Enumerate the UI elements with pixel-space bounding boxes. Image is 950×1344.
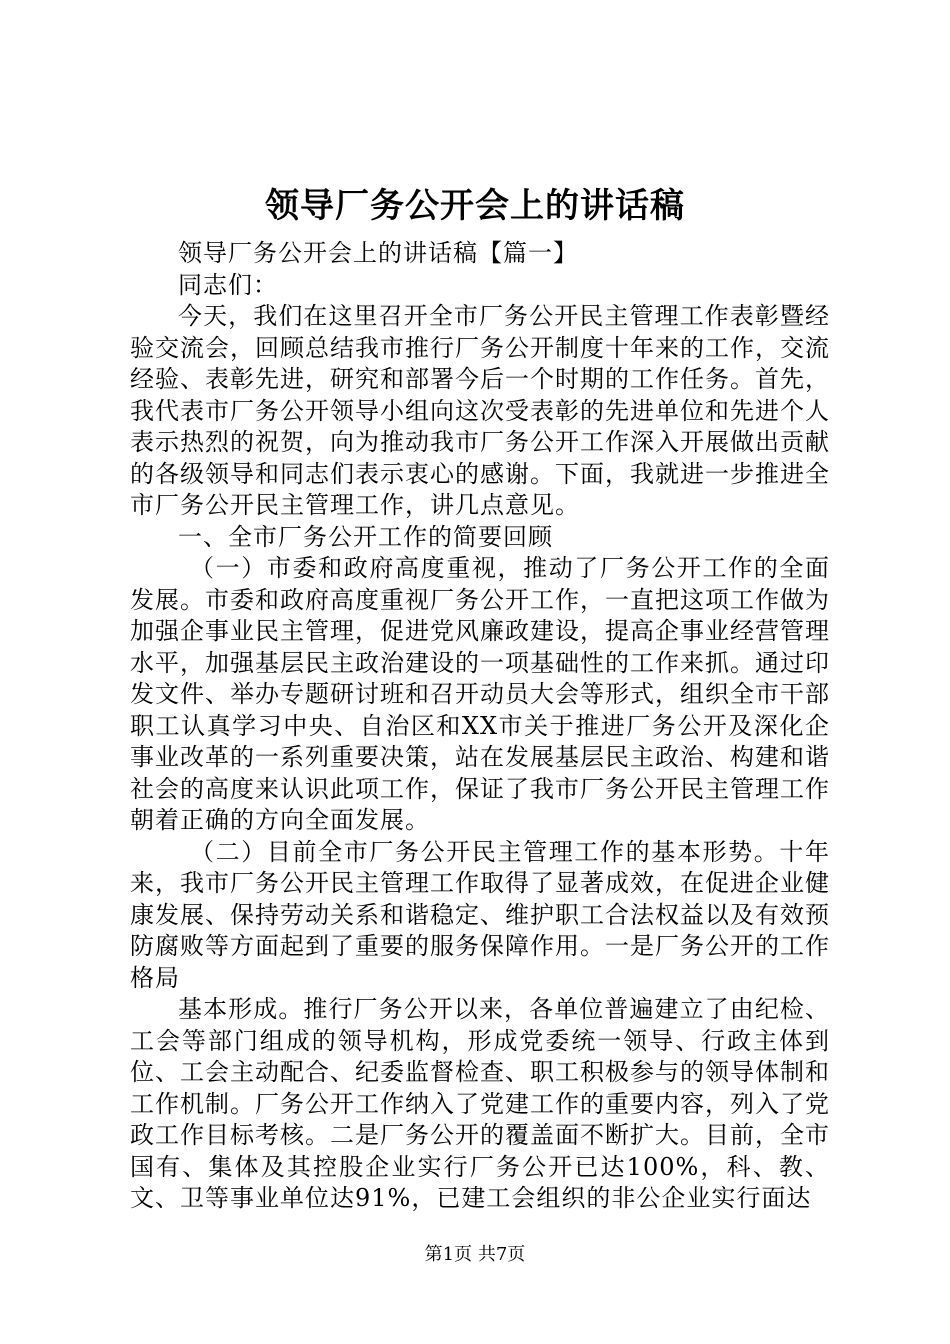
paragraph-opening: 今天，我们在这里召开全市厂务公开民主管理工作表彰暨经验交流会，回顾总结我市推行厂务公开制度十年来的工作，交流经验、表彰先进，研究和部署今后一个时期的工作任务。首先，我代表市厂务公开领导小组向这次受表彰的先进单位和先进个人表示热烈的祝贺，向为推动我市厂务公开工作深入开展做出贡献的各级领导和同志们表示衷心的感谢。下面，我就进一步推进全市厂务公开民主管理工作，讲几点意见。 <box>130 302 830 519</box>
page-footer: 第1页 共7页 <box>424 1244 526 1265</box>
document-title: 领导厂务公开会上的讲话稿 <box>265 186 685 226</box>
section-heading: 一、全市厂务公开工作的简要回顾 <box>178 522 553 551</box>
paragraph-point-1: （一）市委和政府高度重视，推动了厂务公开工作的全面发展。市委和政府高度重视厂务公开工作，一直把这项工作做为加强企事业民主管理，促进党风廉政建设，提高企事业经营管理水平，加强基层民主政治建设的一项基础性的工作来抓。通过印发文件、举办专题研讨班和召开动员大会等形式，组织全市干部职工认真学习中央、自治区和XX市关于推进厂务公开及深化企事业改革的一系列重要决策，站在发展基层民主政治、构建和谐社会的高度来认识此项工作，保证了我市厂务公开民主管理工作朝着正确的方向全面发展。 <box>130 554 830 834</box>
greeting: 同志们： <box>178 270 278 299</box>
paragraph-point-2: （二）目前全市厂务公开民主管理工作的基本形势。十年来，我市厂务公开民主管理工作取得了显著成效，在促进企业健康发展、保持劳动关系和谐稳定、维护职工合法权益以及有效预防腐败等方面起到了重要的服务保障作用。一是厂务公开的工作格局 <box>130 837 830 992</box>
section-subtitle: 领导厂务公开会上的讲话稿【篇一】 <box>178 239 578 267</box>
document-body <box>130 238 830 1215</box>
paragraph-continuation: 基本形成。推行厂务公开以来，各单位普遍建立了由纪检、工会等部门组成的领导机构，形成党委统一领导、行政主体到位、工会主动配合、纪委监督检查、职工积极参与的领导体制和工作机制。厂务公开工作纳入了党建工作的重要内容，列入了党政工作目标考核。二是厂务公开的覆盖面不断扩大。目前，全市国有、集体及其控股企业实行厂务公开已达100%，科、教、文、卫等事业单位达91%，已建工会组织的非公企业实行面达 <box>130 995 830 1212</box>
